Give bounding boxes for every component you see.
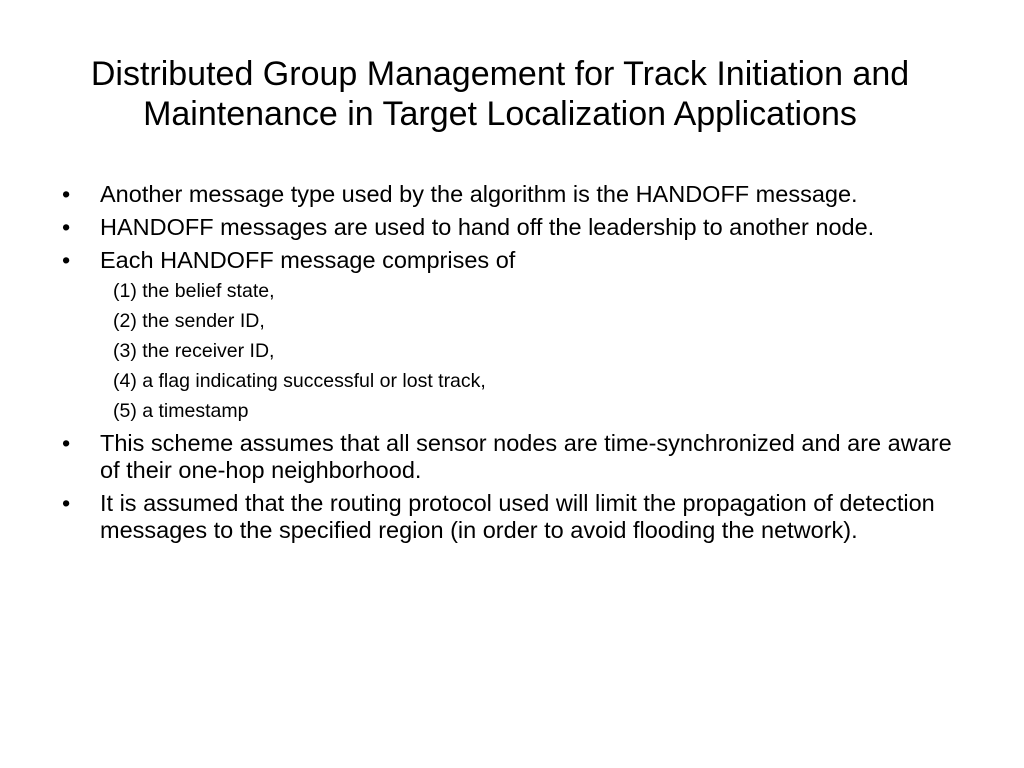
bullet-item-5 <box>62 490 972 544</box>
bullet-marker: • <box>62 430 71 456</box>
sub-item-5: (5) a timestamp <box>113 400 249 422</box>
slide-title <box>0 54 1000 134</box>
bullet-text: It is assumed that the routing protocol used will limit the propagation of detection messages to the specified region (in order to avoid flooding the network). <box>100 490 935 543</box>
bullet-item-1 <box>62 181 972 208</box>
bullet-text: Another message type used by the algorithm is the HANDOFF message. <box>100 181 858 207</box>
bullet-marker: • <box>62 247 71 273</box>
sub-item-3: (3) the receiver ID, <box>113 340 275 362</box>
bullet-item-3 <box>62 247 972 274</box>
bullet-item-4 <box>62 430 972 484</box>
sub-list <box>62 280 972 422</box>
bullet-text: Each HANDOFF message comprises of <box>100 247 516 273</box>
bullet-marker: • <box>62 181 71 207</box>
bullet-marker: • <box>62 214 71 240</box>
sub-item-1: (1) the belief state, <box>113 280 275 302</box>
bullet-list <box>62 181 972 550</box>
bullet-text: HANDOFF messages are used to hand off the leadership to another node. <box>100 214 875 240</box>
bullet-text: This scheme assumes that all sensor nodes are time-synchronized and are aware of their one-hop neighborhood. <box>100 430 952 483</box>
sub-item-2: (2) the sender ID, <box>113 310 265 332</box>
bullet-item-2 <box>62 214 972 241</box>
sub-list-container <box>62 280 972 422</box>
slide-title-line-2: Maintenance in Target Localization Applications <box>143 95 857 133</box>
slide-title-line-1: Distributed Group Management for Track Initiation and <box>90 55 910 93</box>
bullet-marker: • <box>62 490 71 516</box>
sub-item-4: (4) a flag indicating successful or lost track, <box>113 370 486 392</box>
